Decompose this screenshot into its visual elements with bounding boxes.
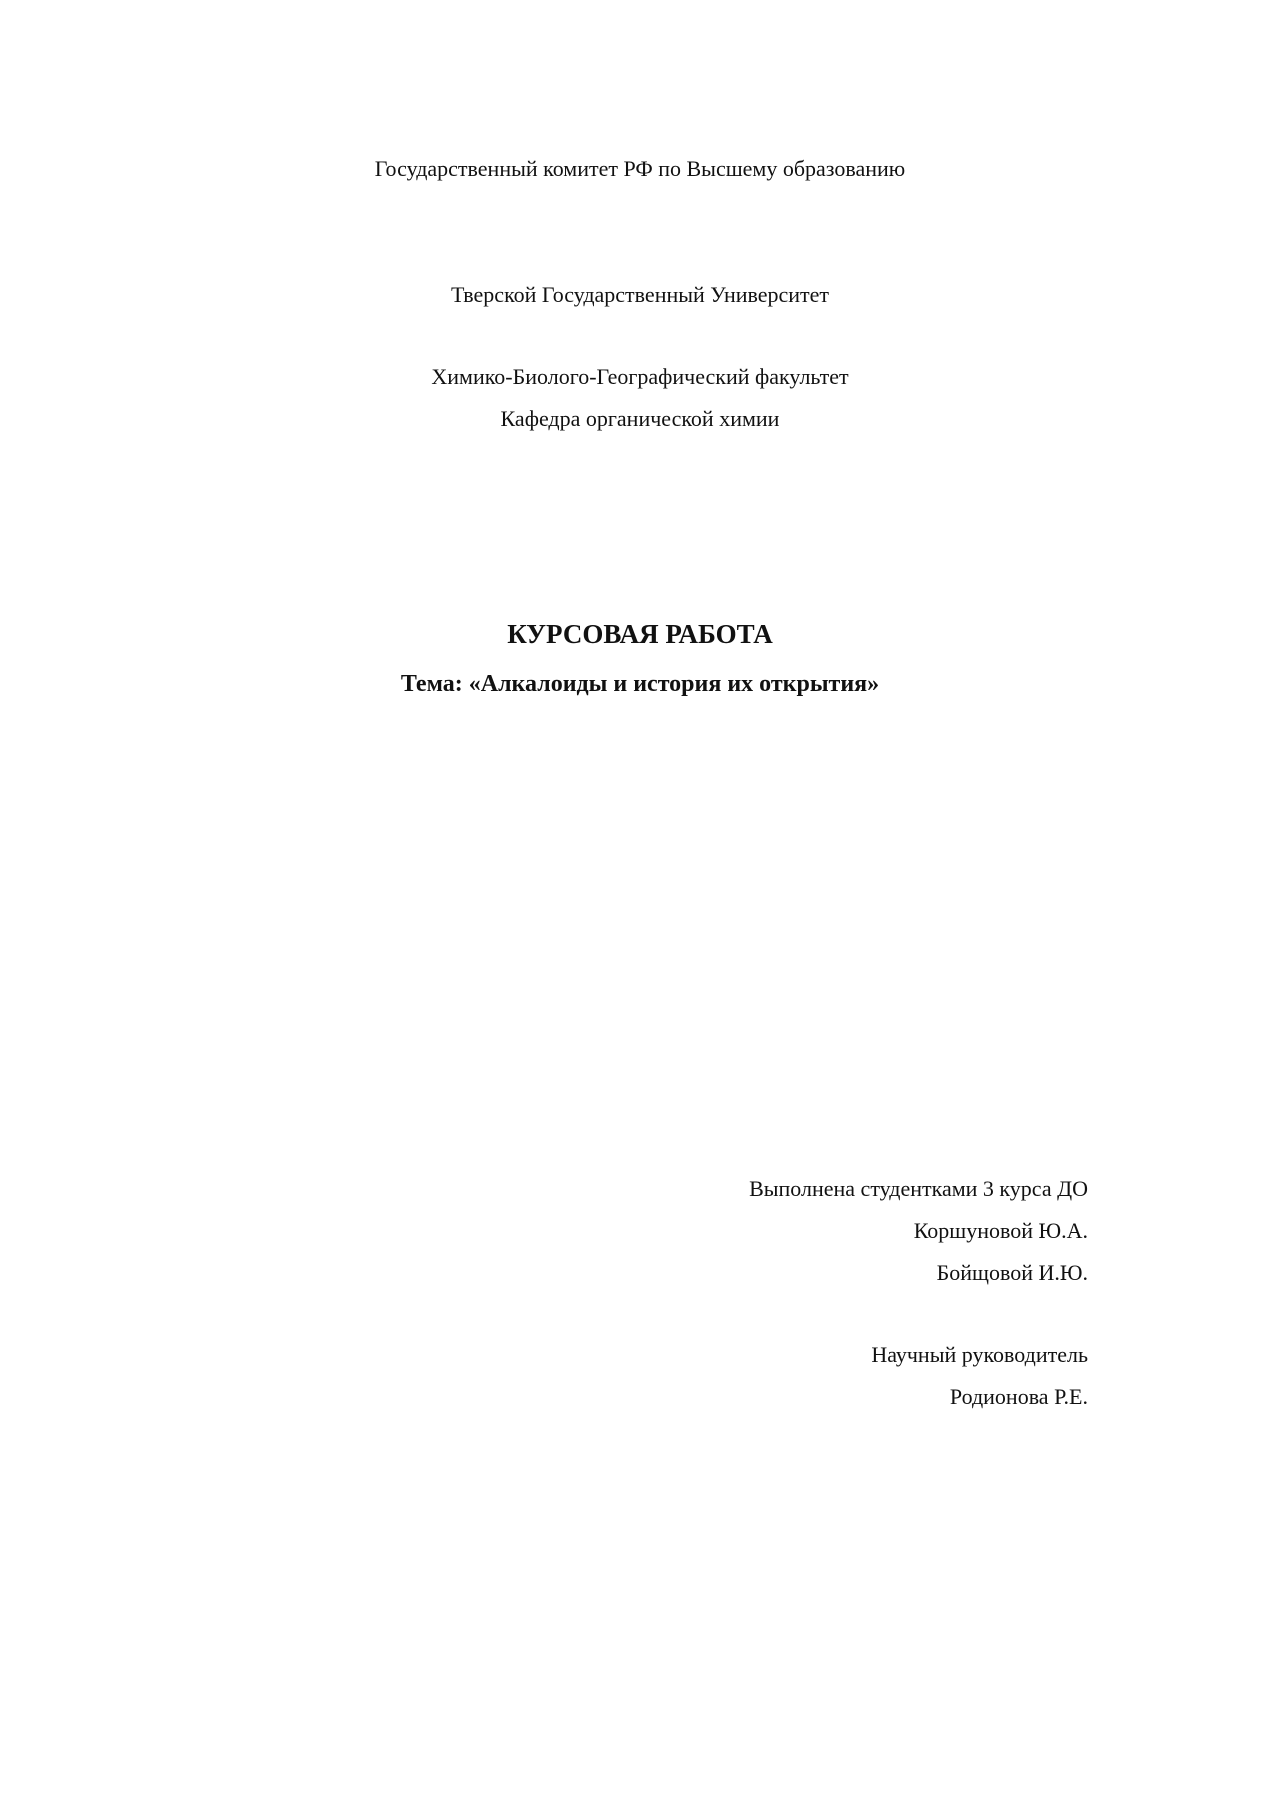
author-name-2: Бойщовой И.Ю. xyxy=(936,1260,1088,1285)
work-type-title: КУРСОВАЯ РАБОТА xyxy=(507,619,773,649)
university-line: Тверской Государственный Университет xyxy=(450,282,830,307)
faculty-line: Химико-Биолого-Географический факультет xyxy=(431,364,849,389)
authors-intro: Выполнена студентками 3 курса ДО xyxy=(749,1176,1088,1201)
committee-line: Государственный комитет РФ по Высшему образованию xyxy=(374,156,906,181)
department-line: Кафедра органической химии xyxy=(500,406,780,431)
supervisor-label: Научный руководитель xyxy=(871,1342,1088,1367)
author-name-1: Коршуновой Ю.А. xyxy=(913,1218,1088,1243)
supervisor-name: Родионова Р.Е. xyxy=(949,1384,1088,1409)
topic-line: Тема: «Алкалоиды и история их открытия» xyxy=(400,671,880,697)
